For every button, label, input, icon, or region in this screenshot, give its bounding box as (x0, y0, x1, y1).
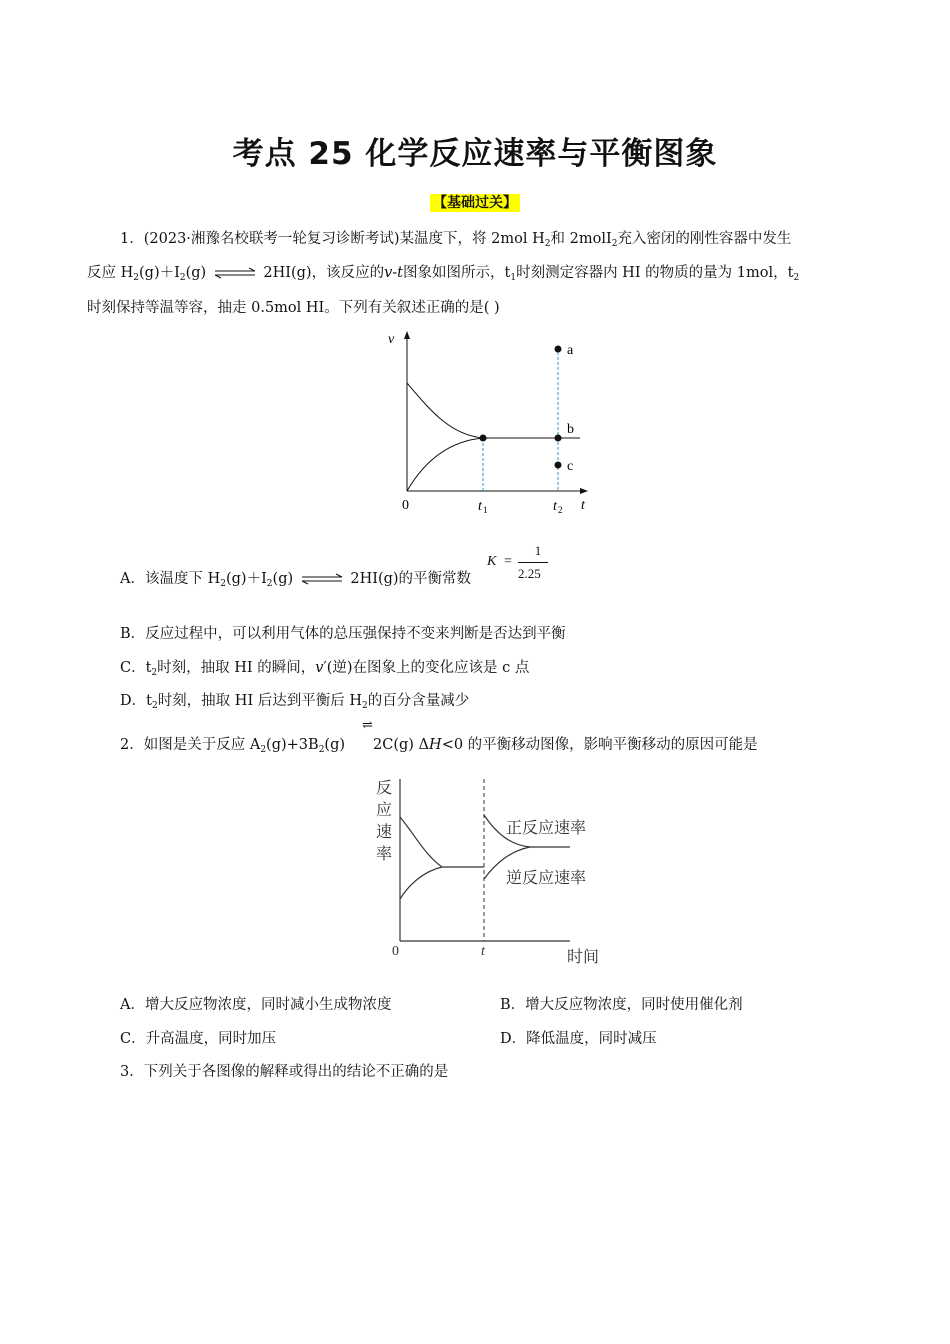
q2-option-d: D．降低温度，同时减压 (500, 1031, 657, 1047)
q1-text-c: 充入密闭的刚性容器中发生 (617, 231, 792, 247)
point-c-marker (555, 462, 562, 469)
opt-a-text-a: A．该温度下 H (120, 571, 221, 587)
y-label-char-3: 速 (376, 822, 393, 841)
equilibrium-point (480, 435, 487, 442)
q2-rate-graph (370, 775, 620, 970)
q1-react-d: 2HI(g)，该反应的 (263, 265, 385, 281)
subscript: 2 (133, 273, 139, 283)
forward-rate-curve-1 (400, 817, 442, 867)
q1-vt: v-t (384, 265, 404, 281)
k-equals: = (504, 554, 512, 569)
reverse-rate-label: 逆反应速率 (506, 868, 587, 887)
subscript: 2 (260, 745, 267, 755)
q2-equilibrium-arrow-icon: ⇌ (362, 718, 373, 733)
q1-react-c: (g) (185, 265, 207, 281)
q1-source: (2023·湘豫名校联考一轮复习诊断考试) (143, 231, 400, 247)
opt-d-text-c: 的百分含量减少 (367, 693, 470, 709)
y-label-char-2: 应 (376, 800, 393, 819)
q3-line-1: 3．下列关于各图像的解释或得出的结论不正确的是 (120, 1064, 449, 1080)
q1-text-a: 某温度下，将 2mol H (399, 231, 545, 247)
y-label-char-1: 反 (376, 778, 393, 797)
y-label: v (388, 332, 395, 347)
k-symbol: K (487, 554, 497, 569)
q2-text-b: (g)+3B (266, 737, 319, 753)
reverse-rate-curve-1 (400, 867, 442, 899)
origin-label: 0 (402, 498, 409, 513)
y-axis-arrow-icon (404, 331, 410, 339)
t2-sub: 2 (558, 505, 563, 515)
t-label: t (481, 944, 485, 959)
forward-curve (407, 383, 483, 438)
opt-a-text-d: 2HI(g)的平衡常数 (350, 571, 472, 587)
q2-text-e: <0 的平衡移动图像，影响平衡移动的原因可能是 (441, 737, 758, 753)
equilibrium-arrow-icon (213, 267, 257, 279)
q2-option-c: C．升高温度，同时加压 (120, 1031, 277, 1047)
subscript: 2 (151, 701, 158, 711)
q1-option-c (120, 656, 529, 678)
point-c-label: c (567, 459, 574, 474)
q1-option-d (120, 689, 469, 711)
q2-text-h: H (429, 737, 442, 753)
k-denominator: 2.25 (518, 566, 541, 581)
opt-c-v: v (315, 660, 324, 676)
subscript: 2 (611, 239, 618, 249)
q2-text-c: (g) (324, 737, 346, 753)
opt-c-text-c: ′(逆)在图象上的变化应该是 c 点 (323, 660, 530, 676)
opt-d-text-b: 时刻，抽取 HI 后达到平衡后 H (157, 693, 363, 709)
q2-text-d: 2C(g) Δ (373, 737, 430, 753)
point-a-marker (555, 346, 562, 353)
x-label: 时间 (567, 947, 600, 966)
equilibrium-arrow-icon (300, 573, 344, 585)
q2-line-1 (120, 733, 758, 755)
q2-option-a: A．增大反应物浓度，同时减小生成物浓度 (120, 997, 392, 1013)
fraction-bar (518, 562, 548, 563)
q1-line-2 (87, 261, 799, 283)
q1-option-a (120, 567, 471, 589)
reverse-curve (407, 438, 483, 491)
opt-a-text-c: (g) (272, 571, 294, 587)
subscript: 1 (510, 273, 517, 283)
section-tag: 【基础过关】 (430, 194, 520, 212)
q1-react-f: 时刻测定容器内 HI 的物质的量为 1mol，t (516, 265, 794, 281)
k-numerator: 1 (534, 543, 542, 558)
page-title: 考点 25 化学反应速率与平衡图象 (232, 136, 718, 172)
q1-react-a: 反应 H (87, 265, 134, 281)
x-label: t (581, 498, 585, 513)
subscript: 2 (266, 579, 273, 589)
section-tag-wrap (0, 192, 950, 212)
subscript: 2 (544, 239, 551, 249)
q1-react-e: 图象如图所示，t (403, 265, 511, 281)
opt-c-text-b: 时刻，抽取 HI 的瞬间， (157, 660, 316, 676)
subscript: 2 (179, 273, 186, 283)
point-b-label: b (567, 422, 574, 437)
y-label-char-4: 率 (376, 844, 393, 863)
forward-rate-label: 正反应速率 (506, 818, 587, 837)
q1-line-1 (120, 227, 791, 249)
t1-label: t (478, 499, 482, 514)
subscript: 2 (151, 668, 158, 678)
origin-label: 0 (392, 944, 399, 959)
q1-line-3: 时刻保持等温等容，抽走 0.5mol HI。下列有关叙述正确的是( ) (87, 300, 500, 316)
opt-d-text-a: D．t (120, 693, 152, 709)
t1-sub: 1 (483, 505, 488, 515)
x-axis-arrow-icon (580, 488, 588, 494)
point-b-marker (555, 435, 562, 442)
q2-text-a: 2．如图是关于反应 A (120, 737, 261, 753)
subscript: 2 (793, 273, 800, 283)
q1-text-b: 和 2molI (550, 231, 612, 247)
subscript: 2 (220, 579, 226, 589)
q1-option-b: B．反应过程中，可以利用气体的总压强保持不变来判断是否达到平衡 (120, 626, 566, 642)
t2-label: t (553, 499, 557, 514)
q1-react-b: (g)＋I (139, 265, 180, 281)
subscript: 2 (318, 745, 325, 755)
opt-a-text-b: (g)＋I (225, 571, 267, 587)
opt-c-text-a: C．t (120, 660, 152, 676)
q1-number: 1． (120, 231, 144, 247)
subscript: 2 (362, 701, 368, 711)
q2-option-b: B．增大反应物浓度，同时使用催化剂 (500, 997, 743, 1013)
q1-vt-graph (370, 325, 610, 520)
point-a-label: a (567, 343, 574, 358)
